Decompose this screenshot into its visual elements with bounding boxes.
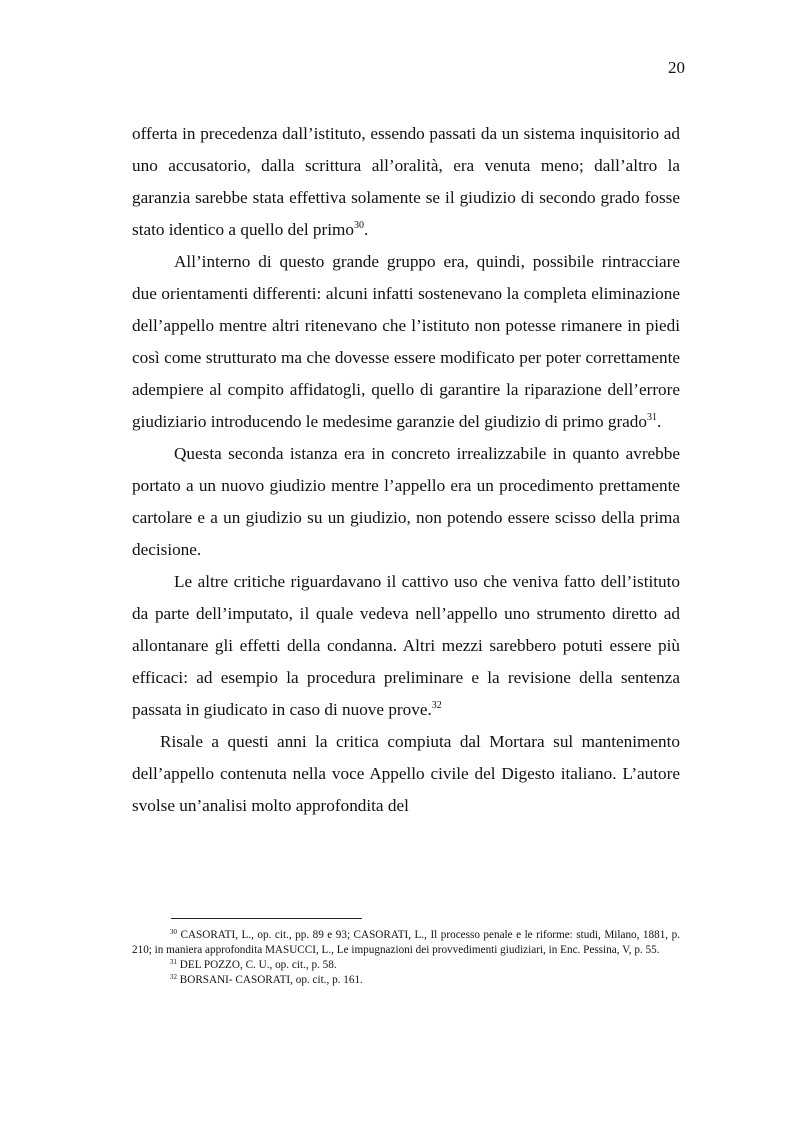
- paragraph: [132, 246, 680, 438]
- footnote-ref: 30: [353, 220, 364, 231]
- paragraph-text: Questa seconda istanza era in concreto irrealizzabile in quanto avrebbe portato a un nuovo giudizio mentre l’appello era un procedimento prettamente cartolare e a un giudizio su un giudizio, non potendo essere scisso della prima decisione.: [132, 444, 680, 559]
- footnote-number: 30: [170, 928, 177, 936]
- footnote: [132, 928, 680, 958]
- paragraph-text: .: [363, 220, 369, 239]
- footnote-ref: 31: [647, 412, 657, 423]
- footnotes: [132, 928, 680, 988]
- paragraph-text: Le altre critiche riguardavano il cattivo uso che veniva fatto dell’istituto da parte dell’imputato, il quale vedeva nell’appello uno strumento diretto ad allontanare gli effetti della condanna. Altri mezzi sarebbero potuti essere più efficaci: ad esempio la procedura preliminare e la revisione della sentenza passata in giudicato in caso di nuove prove.: [132, 572, 680, 719]
- body-text: [132, 118, 680, 822]
- paragraph-text: All’interno di questo grande gruppo era, quindi, possibile rintracciare due orientamenti differenti: alcuni infatti sostenevano la completa eliminazione dell’appello mentre altri ritenevano che l’istituto non potesse rimanere in piedi così come strutturato ma che dovesse essere modificato per poter correttamente adempiere al compito affidatogli, quello di garantire la riparazione dell’errore giudiziario introducendo le medesime garanzie del giudizio di primo grado: [132, 252, 680, 431]
- footnote-text: DEL POZZO, C. U., op. cit., p. 58.: [177, 959, 337, 971]
- paragraph-text: Risale a questi anni la critica compiuta dal Mortara sul mantenimento dell’appello contenuta nella voce Appello civile del Digesto italiano. L’autore svolse un’analisi molto approfondita del: [132, 732, 680, 815]
- paragraph-text: .: [657, 412, 662, 431]
- paragraph: [132, 726, 680, 822]
- page-number: 20: [668, 58, 685, 77]
- footnote-separator: [171, 918, 362, 919]
- paragraph-text: offerta in precedenza dall’istituto, essendo passati da un sistema inquisitorio ad uno accusatorio, dalla scrittura all’oralità, era venuta meno; dall’altro la garanzia sarebbe stata effettiva solamente se il giudizio di secondo grado fosse stato identico a quello del primo: [132, 124, 680, 239]
- footnote-text: CASORATI, L., op. cit., pp. 89 e 93; CASORATI, L., Il processo penale e le riforme: studi, Milano, 1881, p. 210; in maniera approfondita MASUCCI, L., Le impugnazioni dei provvedimenti giudiziari, in Enc. Pessina, V, p. 55.: [132, 929, 680, 956]
- paragraph: [132, 118, 680, 246]
- footnote: [132, 958, 680, 973]
- footnote: [132, 973, 680, 988]
- footnote-text: BORSANI- CASORATI, op. cit., p. 161.: [177, 974, 363, 986]
- footnote-number: 31: [170, 958, 177, 966]
- paragraph: [132, 438, 680, 566]
- paragraph: [132, 566, 680, 726]
- footnote-ref: 32: [431, 700, 442, 711]
- footnote-number: 32: [170, 973, 177, 981]
